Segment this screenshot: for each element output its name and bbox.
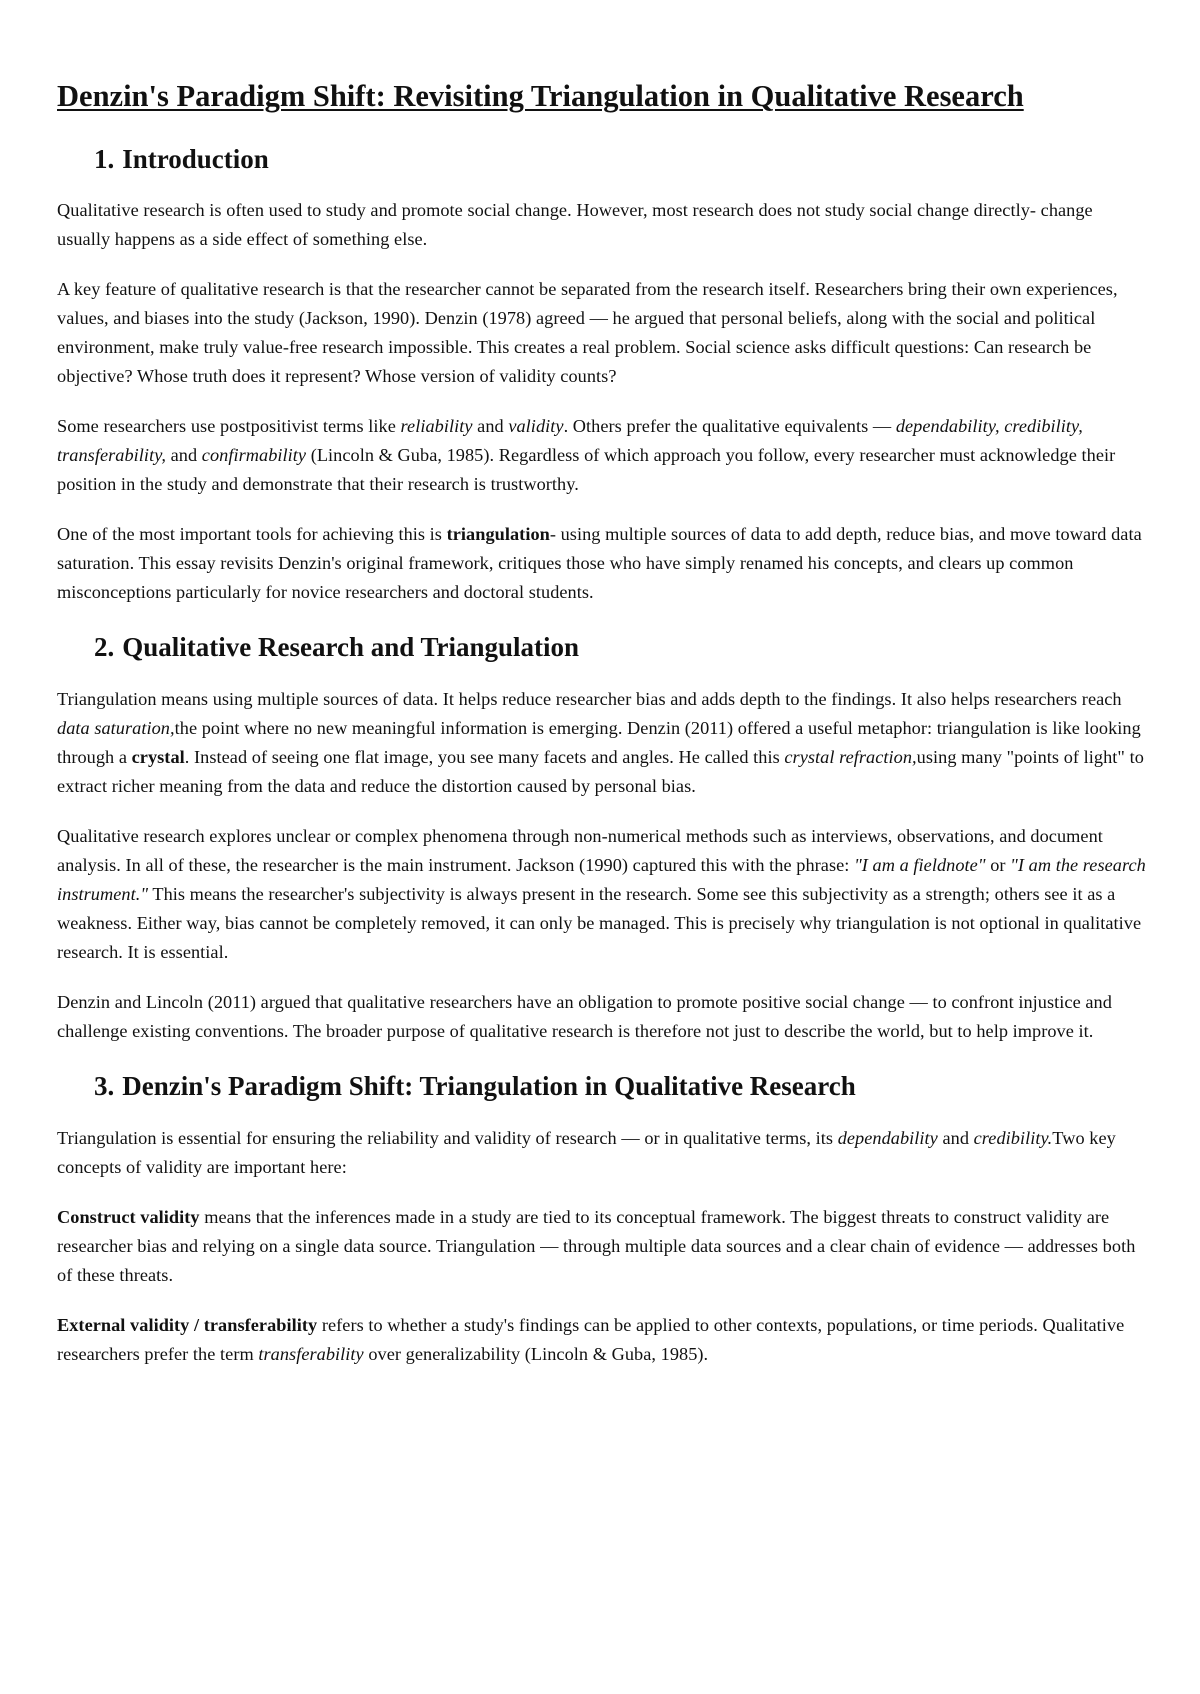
body-paragraph — [57, 1311, 1150, 1369]
text-run: - using multiple sources of data to add depth, reduce bias, and move toward data saturation. This essay revisits Denzin's original framework, critiques those who have simply renamed his concepts, and clears up common misconceptions particularly for novice researchers and doctoral students. — [57, 524, 1142, 603]
text-run: Some researchers use postpositivist terms like — [57, 416, 401, 437]
text-run: means that the inferences made in a study are tied to its conceptual framework. The biggest threats to construct validity are researcher bias and relying on a single data source. Triangulation — through multiple data sources and a clear chain of evidence — addresses both of these threats. — [57, 1206, 1136, 1285]
section-number: 2. — [94, 632, 115, 663]
section-number: 1. — [94, 143, 115, 174]
body-paragraph — [57, 1203, 1150, 1290]
section-heading-text: Introduction — [122, 143, 269, 174]
section-heading — [57, 143, 1150, 177]
italic-text: credibility. — [973, 1127, 1053, 1148]
body-paragraph — [57, 988, 1150, 1046]
section-number: 3. — [94, 1071, 115, 1102]
text-run: Qualitative research is often used to study and promote social change. However, most research does not study social change directly- change usually happens as a side effect of something else. — [57, 200, 1093, 250]
body-paragraph — [57, 275, 1150, 391]
text-run: (Lincoln & Guba, 1985). Regardless of which approach you follow, every researcher must acknowledge their position in the study and demonstrate that their research is trustworthy. — [57, 445, 1116, 495]
text-run: Denzin and Lincoln (2011) argued that qualitative researchers have an obligation to promote positive social change — to confront injustice and challenge existing conventions. The broader purpose of qualitative research is therefore not just to describe the world, but to help improve it. — [57, 992, 1112, 1042]
body-paragraph — [57, 196, 1150, 254]
text-run: and — [937, 1127, 974, 1148]
text-run: . Instead of seeing one flat image, you see many facets and angles. He called this — [184, 747, 785, 768]
section — [57, 1070, 1150, 1369]
text-run: One of the most important tools for achieving this is — [57, 524, 447, 545]
bold-text: triangulation — [446, 524, 550, 545]
section-heading — [57, 631, 1150, 665]
text-run: A key feature of qualitative research is that the researcher cannot be separated from the research itself. Researchers bring their own experiences, values, and biases into the study (Jackson, 1990). Denzin (1978) agreed — he argued that personal beliefs, along with the social and political environment, make truly value-free research impossible. This creates a real problem. Social science asks difficult questions: Can research be objective? Whose truth does it represent? Whose version of validity counts? — [57, 279, 1118, 387]
italic-text: "I am the research instrument." — [57, 855, 1146, 905]
italic-text: dependability — [837, 1127, 938, 1148]
body-paragraph — [57, 520, 1150, 607]
italic-text: reliability — [400, 416, 473, 437]
text-run: Triangulation means using multiple sources of data. It helps reduce researcher bias and adds depth to the findings. It also helps researchers reach — [57, 689, 1122, 710]
bold-text: Construct validity — [57, 1206, 200, 1227]
italic-text: "I am a fieldnote" — [854, 855, 986, 876]
body-paragraph — [57, 822, 1150, 967]
body-paragraph — [57, 1124, 1150, 1182]
text-run: Qualitative research explores unclear or complex phenomena through non-numerical methods such as interviews, observations, and document analysis. In all of these, the researcher is the main instrument. Jackson (1990) captured this with the phrase: — [57, 826, 1103, 876]
text-run: over generalizability (Lincoln & Guba, 1985). — [363, 1343, 709, 1364]
text-run: . Others prefer the qualitative equivalents — — [563, 416, 896, 437]
body-paragraph — [57, 685, 1150, 801]
text-run: or — [985, 855, 1011, 876]
document-title: Denzin's Paradigm Shift: Revisiting Triangulation in Qualitative Research — [57, 79, 1024, 113]
italic-text: transferability — [258, 1343, 364, 1364]
italic-text: dependability, credibility, transferability, — [57, 416, 1083, 466]
text-run: refers to whether a study's findings can be applied to other contexts, populations, or time periods. Qualitative researchers prefer the term — [57, 1314, 1125, 1364]
text-run: Two key concepts of validity are important here: — [57, 1127, 1116, 1177]
italic-text: validity — [508, 416, 564, 437]
text-run: and — [165, 445, 202, 466]
section-heading-text: Denzin's Paradigm Shift: Triangulation in Qualitative Research — [122, 1071, 856, 1102]
section-heading-text: Qualitative Research and Triangulation — [122, 632, 580, 663]
section — [57, 143, 1150, 608]
text-run: This means the researcher's subjectivity is always present in the research. Some see this subjectivity as a strength; others see it as a weakness. Either way, bias cannot be completely removed, it can only be managed. This is precisely why triangulation is not optional in qualitative research. It is essential. — [57, 884, 1142, 963]
text-run: the point where no new meaningful information is emerging. Denzin (2011) offered a useful metaphor: triangulation is like looking through a — [57, 718, 1141, 768]
bold-text: crystal — [131, 747, 185, 768]
section — [57, 631, 1150, 1046]
section-heading — [57, 1070, 1150, 1104]
italic-text: crystal refraction, — [784, 747, 917, 768]
body-paragraph — [57, 412, 1150, 499]
italic-text: data saturation, — [57, 718, 175, 739]
text-run: and — [472, 416, 509, 437]
bold-text: External validity / transferability — [57, 1314, 318, 1335]
document-body — [57, 143, 1150, 1369]
text-run: Triangulation is essential for ensuring the reliability and validity of research — or in qualitative terms, its — [57, 1127, 838, 1148]
text-run: using many "points of light" to extract richer meaning from the data and reduce the distortion caused by personal bias. — [57, 747, 1144, 797]
italic-text: confirmability — [201, 445, 307, 466]
